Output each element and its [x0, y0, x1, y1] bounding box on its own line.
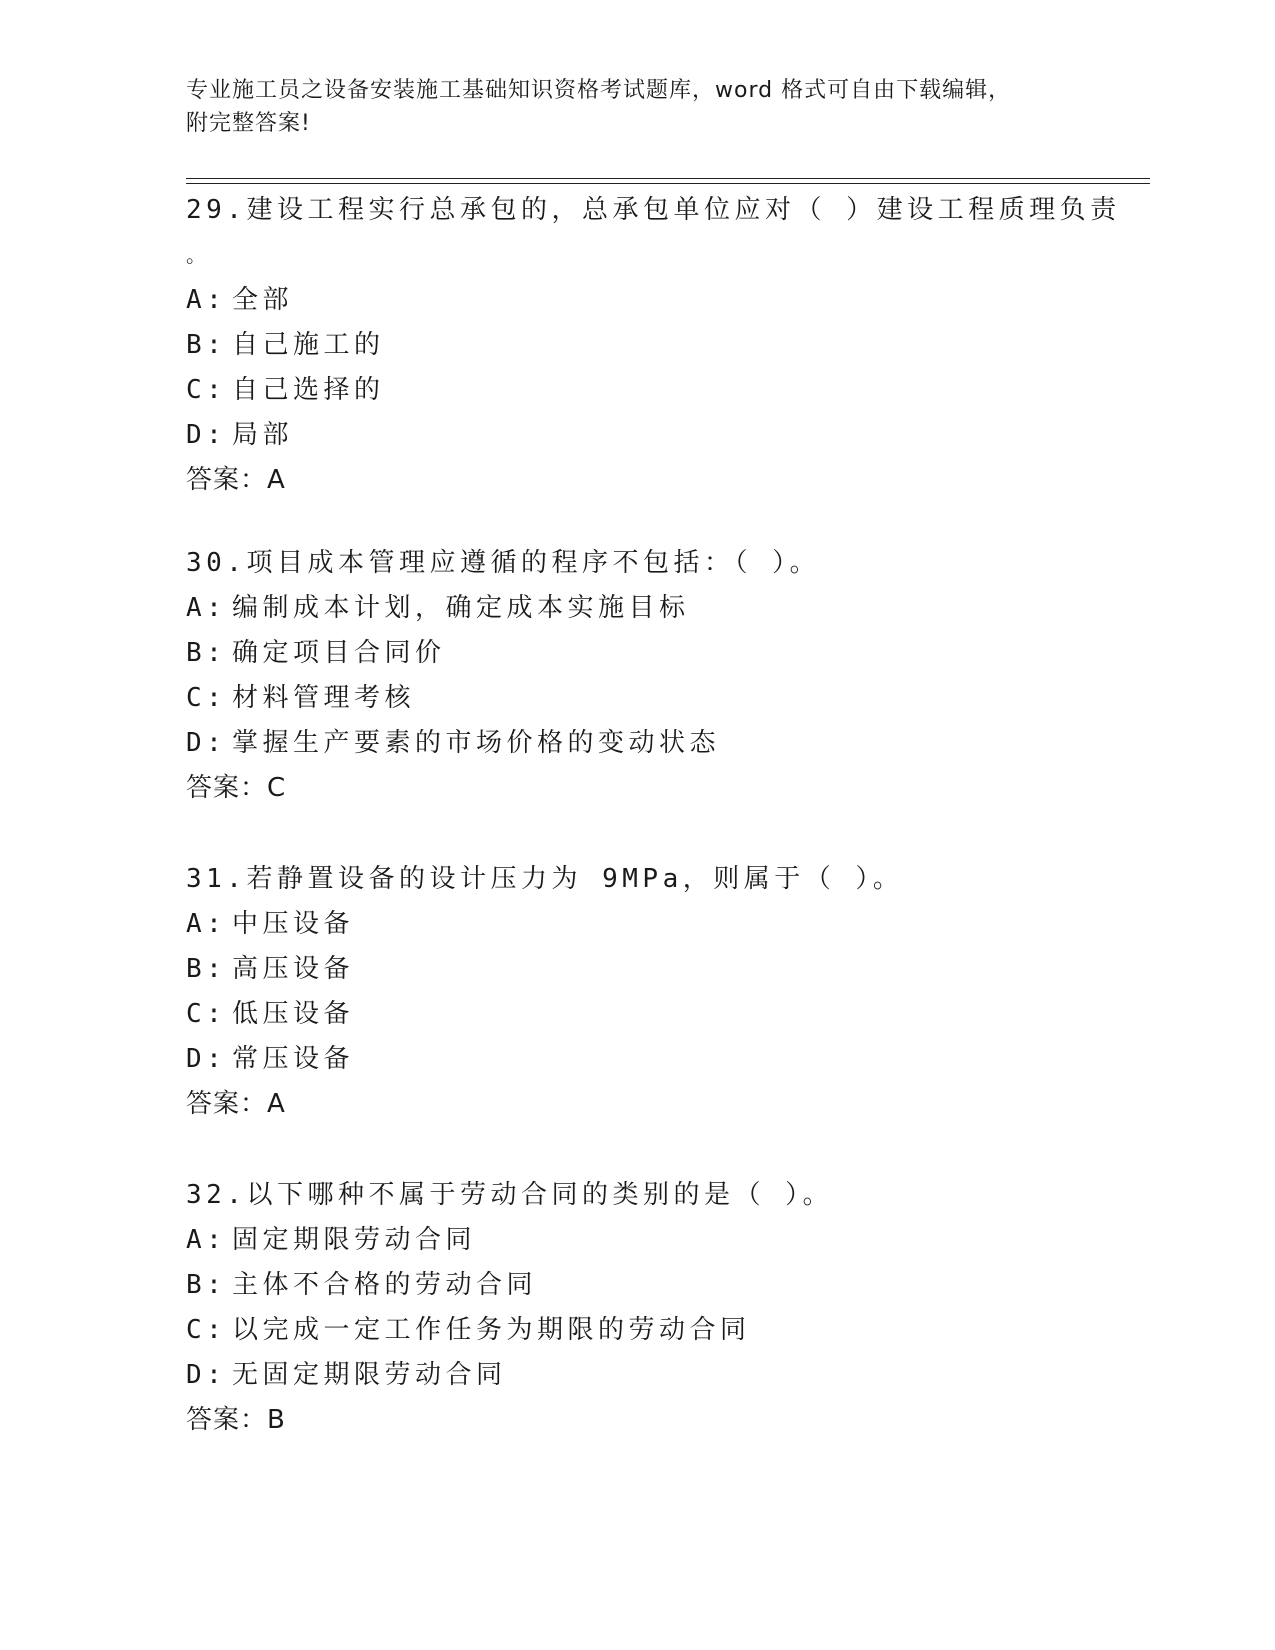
- option-key: C:: [186, 375, 227, 405]
- answer-label: 答案：A: [186, 465, 286, 495]
- option-key: A:: [186, 593, 227, 623]
- option-key: B:: [186, 330, 227, 360]
- answer-label: 答案：C: [186, 773, 287, 803]
- option-text: 材料管理考核: [232, 683, 416, 713]
- option-key: B:: [186, 954, 227, 984]
- option-b: [186, 323, 1086, 368]
- document-header: [186, 74, 1066, 140]
- question-stem-continuation: 。: [186, 243, 211, 267]
- option-c: [186, 676, 1086, 721]
- answer-label: 答案：A: [186, 1089, 286, 1119]
- option-key: A:: [186, 1225, 227, 1255]
- option-text: 自己施工的: [232, 330, 385, 360]
- option-text: 局部: [232, 420, 294, 450]
- question-30: [186, 541, 1086, 811]
- header-line-1: 专业施工员之设备安装施工基础知识资格考试题库，word 格式可自由下载编辑，: [186, 78, 1012, 103]
- option-b: [186, 631, 1086, 676]
- option-key: B:: [186, 638, 227, 668]
- header-divider-top: [186, 178, 1150, 179]
- option-key: D:: [186, 420, 227, 450]
- answer-label: 答案：B: [186, 1405, 286, 1435]
- option-text: 高压设备: [232, 954, 355, 984]
- option-text: 确定项目合同价: [232, 638, 446, 668]
- option-text: 以完成一定工作任务为期限的劳动合同: [232, 1315, 751, 1345]
- option-key: D:: [186, 728, 227, 758]
- question-stem: 31.若静置设备的设计压力为 9MPa，则属于（ ）。: [186, 864, 904, 894]
- question-stem: 30.项目成本管理应遵循的程序不包括：（ ）。: [186, 548, 821, 578]
- option-d: [186, 1353, 1086, 1398]
- option-text: 低压设备: [232, 999, 355, 1029]
- option-b: [186, 1263, 1086, 1308]
- option-text: 全部: [232, 285, 294, 315]
- option-text: 主体不合格的劳动合同: [232, 1270, 538, 1300]
- option-c: [186, 992, 1086, 1037]
- option-b: [186, 947, 1086, 992]
- option-key: C:: [186, 999, 227, 1029]
- option-key: A:: [186, 909, 227, 939]
- option-d: [186, 1037, 1086, 1082]
- option-text: 自己选择的: [232, 375, 385, 405]
- option-text: 常压设备: [232, 1044, 355, 1074]
- option-d: [186, 413, 1086, 458]
- question-31: [186, 857, 1086, 1127]
- option-d: [186, 721, 1086, 766]
- question-stem: 29.建设工程实行总承包的，总承包单位应对（ ）建设工程质理负责: [186, 195, 1121, 225]
- option-a: [186, 586, 1086, 631]
- option-a: [186, 278, 1086, 323]
- option-text: 中压设备: [232, 909, 355, 939]
- option-a: [186, 1218, 1086, 1263]
- option-text: 固定期限劳动合同: [232, 1225, 477, 1255]
- option-key: C:: [186, 683, 227, 713]
- option-c: [186, 1308, 1086, 1353]
- question-stem: 32.以下哪种不属于劳动合同的类别的是（ ）。: [186, 1180, 834, 1210]
- option-text: 无固定期限劳动合同: [232, 1360, 507, 1390]
- question-29: [186, 188, 1121, 503]
- option-key: D:: [186, 1360, 227, 1390]
- option-text: 编制成本计划，确定成本实施目标: [232, 593, 690, 623]
- header-divider-bottom: [186, 183, 1150, 184]
- option-key: C:: [186, 1315, 227, 1345]
- option-text: 掌握生产要素的市场价格的变动状态: [232, 728, 721, 758]
- option-key: B:: [186, 1270, 227, 1300]
- question-32: [186, 1173, 1086, 1443]
- header-line-2: 附完整答案!: [186, 111, 311, 136]
- option-a: [186, 902, 1086, 947]
- option-c: [186, 368, 1086, 413]
- option-key: D:: [186, 1044, 227, 1074]
- option-key: A:: [186, 285, 227, 315]
